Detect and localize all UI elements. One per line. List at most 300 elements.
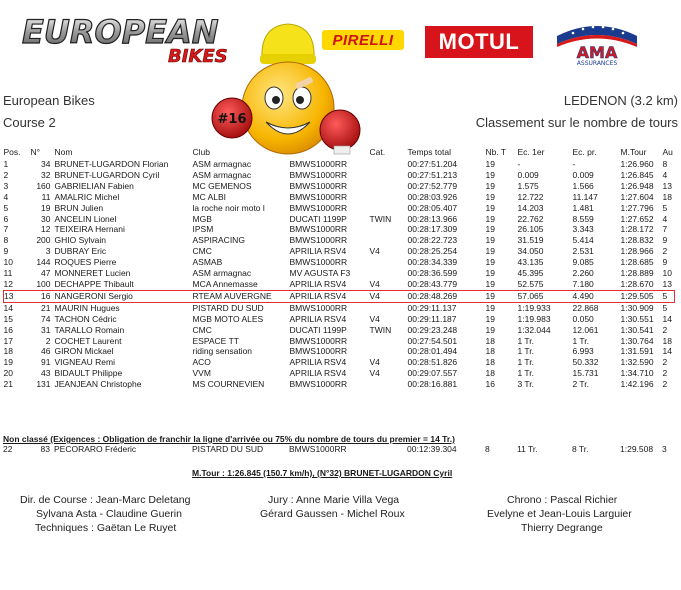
cell-gap-first: 1:19.983 <box>517 313 551 324</box>
table-row <box>4 346 675 357</box>
cell-best-lap: 1:27.652 <box>620 213 654 224</box>
col-gap-prev: Ec. pr. <box>572 147 597 157</box>
cell-bike: APRILIA RSV4 <box>289 278 347 289</box>
cell-bike: MV AGUSTA F3 <box>289 268 351 279</box>
cell-best-lap: 1:29.508 <box>620 443 654 454</box>
cell-au: 2 <box>662 357 668 368</box>
cell-name: VIGNEAU Remi <box>54 357 115 368</box>
cell-gap-prev: 9.085 <box>572 257 594 268</box>
cell-number: 160 <box>36 180 51 191</box>
cell-total-time: 00:28:13.966 <box>407 213 458 224</box>
badge-number: #16 <box>217 112 247 127</box>
cell-best-lap: 1:26.960 <box>620 159 654 169</box>
cell-gap-prev: 11.147 <box>572 191 598 202</box>
cell-laps: 19 <box>485 202 495 213</box>
cell-club: ASM armagnac <box>192 169 252 180</box>
cell-number: 16 <box>31 290 55 302</box>
cell-au: 3 <box>662 443 667 454</box>
cell-pos: 21 <box>3 379 13 390</box>
cell-bike: APRILIA RSV4 <box>290 290 370 302</box>
cell-cat: V4 <box>369 278 380 289</box>
cell-name: MONNERET Lucien <box>54 268 131 279</box>
cell-name: TARALLO Romain <box>54 324 125 335</box>
cell-gap-prev: 22.868 <box>572 302 599 313</box>
cell-number: 3 <box>45 246 51 257</box>
cell-best-lap: 1:31.591 <box>620 346 654 357</box>
cell-bike: BMWS1000RR <box>289 159 348 169</box>
cell-cat <box>370 302 408 313</box>
table-row <box>4 268 675 279</box>
cell-laps: 19 <box>485 191 495 202</box>
cell-bike: BMWS1000RR <box>289 180 348 191</box>
cell-cat <box>370 379 408 390</box>
cell-name: NANGERONI Sergio <box>55 290 193 302</box>
cell-best-lap: 1:32.590 <box>620 357 654 368</box>
cell-au: 18 <box>662 191 672 202</box>
cell-pos: 1 <box>3 159 9 169</box>
cell-club: MGB MOTO ALES <box>192 313 264 324</box>
cell-gap-prev: 1 Tr. <box>572 335 590 346</box>
cell-name: DECHAPPE Thibault <box>54 278 134 289</box>
col-laps: Nb. T <box>485 147 507 157</box>
cell-gap-first: 57.065 <box>518 290 573 302</box>
cell-name: ANCELIN Lionel <box>54 213 117 224</box>
cell-gap-prev: 2.531 <box>572 246 594 257</box>
cell-best-lap: 1:28.685 <box>620 257 654 268</box>
cell-gap-prev: 50.332 <box>572 357 599 368</box>
cell-bike: BMWS1000RR <box>289 191 348 202</box>
cell-cat <box>370 268 408 279</box>
cell-number: 30 <box>41 213 51 224</box>
table-row <box>4 279 675 290</box>
cell-au: 2 <box>662 246 668 257</box>
cell-bike: BMWS1000RR <box>289 169 348 180</box>
cell-gap-prev: 12.061 <box>572 324 599 335</box>
col-au: Au <box>662 147 673 157</box>
cell-laps: 19 <box>485 257 495 268</box>
cell-cat <box>370 203 408 214</box>
non-classe-body <box>3 443 674 454</box>
cell-au: 4 <box>662 169 668 180</box>
cell-gap-prev: 6.993 <box>572 346 594 357</box>
chrono-team-2: Thierry Degrange <box>521 522 603 534</box>
cell-club: MGB <box>192 213 212 224</box>
cell-gap-first: 1 Tr. <box>517 368 535 379</box>
cell-name: GHIO Sylvain <box>54 235 106 246</box>
cell-au: 9 <box>662 257 668 268</box>
table-row <box>3 443 674 454</box>
cell-pos: 8 <box>3 235 9 246</box>
cell-bike: BMWS1000RR <box>289 224 348 235</box>
ama-sub-text: ASSURANCES <box>576 60 618 66</box>
cell-bike: BMWS1000RR <box>289 346 348 357</box>
cell-name: ROQUES Pierre <box>54 257 117 268</box>
col-cat: Cat. <box>369 147 386 157</box>
cell-au: 7 <box>662 224 668 235</box>
cell-pos: 4 <box>3 191 9 202</box>
cell-gap-first: - <box>517 159 521 169</box>
cell-total-time: 00:28:01.494 <box>407 346 458 357</box>
cell-total-time: 00:28:36.599 <box>407 268 458 279</box>
cell-number: 74 <box>41 313 51 324</box>
cell-bike: BMWS1000RR <box>289 235 348 246</box>
chrono-chief: Chrono : Pascal Richier <box>507 494 618 506</box>
cell-total-time: 00:28:17.309 <box>407 224 458 235</box>
table-row <box>4 214 675 225</box>
table-row <box>4 290 675 302</box>
cell-gap-first: 3 Tr. <box>517 379 535 390</box>
results-table <box>3 145 675 390</box>
cell-best-lap: 1:26.845 <box>620 169 654 180</box>
ranking-mode: Classement sur le nombre de tours <box>475 115 678 130</box>
cell-number: 100 <box>36 278 51 289</box>
col-name: Nom <box>54 147 73 157</box>
cell-laps: 19 <box>485 268 495 279</box>
cell-laps: 19 <box>485 159 495 169</box>
cell-best-lap: 1:26.948 <box>620 180 654 191</box>
cell-pos: 22 <box>3 443 13 454</box>
cell-cat <box>370 159 408 170</box>
non-classe-table <box>3 443 674 454</box>
race-director-assistants: Sylvana Asta - Claudine Guerin <box>36 508 182 520</box>
cell-cat: V4 <box>369 357 380 368</box>
cell-club: IPSM <box>192 224 214 235</box>
cell-gap-first: 43.135 <box>517 257 544 268</box>
cell-pos: 19 <box>3 357 13 368</box>
cell-gap-first: 1:32.044 <box>517 324 551 335</box>
cell-gap-first: 45.395 <box>517 268 544 279</box>
cell-bike: APRILIA RSV4 <box>289 368 347 379</box>
cell-gap-first: 31.519 <box>517 235 544 246</box>
motul-logo: MOTUL <box>425 26 533 58</box>
logo-european-text: EUROPEAN <box>22 13 219 51</box>
cell-au: 2 <box>662 368 668 379</box>
cell-pos: 14 <box>3 302 13 313</box>
cell-au: 18 <box>662 335 672 346</box>
cell-number: 31 <box>41 324 51 335</box>
cell-gap-prev: 1.566 <box>572 180 594 191</box>
cell-pos: 13 <box>4 290 31 302</box>
cell-gap-prev: 2 Tr. <box>572 379 590 390</box>
cell-number: 32 <box>41 169 51 180</box>
cell-gap-first: 0.009 <box>517 169 539 180</box>
cell-gap-first: 26.105 <box>517 224 544 235</box>
cell-club: ASPIRACING <box>192 235 245 246</box>
cell-au: 2 <box>662 324 668 335</box>
cell-club: MCA Annemasse <box>192 278 258 289</box>
cell-name: GIRON Mickael <box>54 346 114 357</box>
cell-laps: 19 <box>485 313 495 324</box>
cell-gap-first: 34.050 <box>517 246 544 257</box>
cell-gap-first: 11 Tr. <box>517 443 538 454</box>
cell-name: BRUNET-LUGARDON Cyril <box>54 169 160 180</box>
cell-best-lap: 1:30.551 <box>620 313 654 324</box>
cell-name: BIDAULT Philippe <box>54 368 123 379</box>
cell-gap-prev: 5.414 <box>572 235 594 246</box>
cell-cat <box>370 192 408 203</box>
cell-bike: BMWS1000RR <box>289 443 347 454</box>
cell-number: 43 <box>41 368 51 379</box>
cell-au: 5 <box>662 202 668 213</box>
cell-club: MC ALBI <box>192 191 227 202</box>
cell-cat <box>370 235 408 246</box>
cell-gap-first: 12.722 <box>517 191 544 202</box>
cell-name: GABRIELIAN Fabien <box>54 180 134 191</box>
cell-number: 34 <box>41 159 51 169</box>
race-name: Course 2 <box>3 115 56 130</box>
cell-name: BRUN Julien <box>54 202 104 213</box>
cell-club: PISTARD DU SUD <box>192 302 264 313</box>
cell-laps: 19 <box>485 224 495 235</box>
cell-name: AMALRIC Michel <box>54 191 120 202</box>
cell-pos: 17 <box>3 335 13 346</box>
cell-laps: 19 <box>485 235 495 246</box>
cell-laps: 19 <box>485 180 495 191</box>
logo-bikes-text: BIKES <box>168 46 228 66</box>
race-director: Dir. de Course : Jean-Marc Deletang <box>20 494 191 506</box>
cell-au: 2 <box>662 379 668 390</box>
col-best-lap: M.Tour <box>620 147 647 157</box>
cell-club: VVM <box>192 368 211 379</box>
cell-gap-prev: 1.481 <box>572 202 594 213</box>
cell-total-time: 00:27:51.213 <box>407 169 458 180</box>
cell-gap-prev: 0.009 <box>572 169 594 180</box>
cell-total-time: 00:27:52.779 <box>407 180 458 191</box>
cell-laps: 19 <box>485 302 495 313</box>
cell-au: 4 <box>662 213 668 224</box>
cell-number: 200 <box>36 235 51 246</box>
cell-pos: 11 <box>3 268 13 279</box>
cell-pos: 12 <box>3 278 13 289</box>
col-total-time: Temps total <box>407 147 451 157</box>
cell-au: 14 <box>662 346 672 357</box>
cell-club: PISTARD DU SUD <box>192 443 264 454</box>
cell-total-time: 00:28:25.254 <box>407 246 458 257</box>
cell-au: 13 <box>662 278 672 289</box>
cell-total-time: 00:29:23.248 <box>407 324 458 335</box>
cell-au: 9 <box>662 235 668 246</box>
cell-club: ASM armagnac <box>192 268 252 279</box>
cell-au: 14 <box>662 313 672 324</box>
cell-gap-prev: 4.490 <box>573 290 621 302</box>
cell-best-lap: 1:42.196 <box>620 379 654 390</box>
cell-pos: 3 <box>3 180 9 191</box>
cell-number: 19 <box>41 202 51 213</box>
cell-gap-first: 1:19.933 <box>517 302 551 313</box>
cell-gap-prev: - <box>572 159 576 169</box>
cell-au: 8 <box>662 159 668 169</box>
cell-best-lap: 1:28.966 <box>620 246 654 257</box>
event-title: European Bikes <box>3 93 95 108</box>
cell-cat: TWIN <box>369 213 392 224</box>
cell-gap-prev: 15.731 <box>572 368 599 379</box>
cell-best-lap: 1:28.670 <box>620 278 654 289</box>
cell-cat <box>370 346 408 357</box>
non-classe-title: Non classé (Exigences : Obligation de franchir la ligne d'arrivée ou 75% du nombre de tours du premier = 14 Tr.) <box>3 434 455 444</box>
cell-cat: V4 <box>369 368 380 379</box>
jury-members: Gérard Gaussen - Michel Roux <box>260 508 405 520</box>
table-row <box>4 379 675 390</box>
cell-laps: 19 <box>485 324 495 335</box>
table-row <box>4 314 675 325</box>
cell-bike: APRILIA RSV4 <box>289 246 347 257</box>
cell-pos: 10 <box>3 257 13 268</box>
cell-bike: BMWS1000RR <box>289 202 348 213</box>
cell-name: JEANJEAN Christophe <box>54 379 142 390</box>
cell-gap-first: 1 Tr. <box>517 357 535 368</box>
cell-gap-first: 1 Tr. <box>517 335 535 346</box>
cell-bike: BMWS1000RR <box>289 257 348 268</box>
cell-total-time: 00:28:05.407 <box>407 202 458 213</box>
table-row <box>4 257 675 268</box>
cell-name: COCHET Laurent <box>54 335 122 346</box>
cell-gap-first: 14.203 <box>517 202 544 213</box>
cell-bike: BMWS1000RR <box>289 302 348 313</box>
ama-text: AMA <box>576 43 618 62</box>
cell-number: 91 <box>41 357 51 368</box>
cell-total-time: 00:28:34.339 <box>407 257 458 268</box>
cell-number: 11 <box>41 191 51 202</box>
cell-laps: 19 <box>485 169 495 180</box>
table-row <box>4 246 675 257</box>
cell-gap-first: 22.762 <box>517 213 544 224</box>
cell-gap-first: 1 Tr. <box>517 346 535 357</box>
table-row <box>4 170 675 181</box>
cell-best-lap: 1:28.889 <box>620 268 654 279</box>
cell-bike: BMWS1000RR <box>289 335 348 346</box>
cell-name: BRUNET-LUGARDON Florian <box>54 159 169 169</box>
cell-au: 13 <box>662 180 672 191</box>
table-row <box>4 357 675 368</box>
results-body <box>4 159 675 390</box>
technical-officials: Techniques : Gaëtan Le Ruyet <box>35 522 177 534</box>
table-row <box>4 159 675 170</box>
cell-number: 144 <box>36 257 51 268</box>
cell-club: MS COURNEVIEN <box>192 379 265 390</box>
cell-laps: 19 <box>485 213 495 224</box>
cell-pos: 5 <box>3 202 9 213</box>
cell-bike: DUCATI 1199P <box>289 213 347 224</box>
cell-best-lap: 1:28.832 <box>620 235 654 246</box>
col-bike <box>290 145 370 159</box>
cell-best-lap: 1:27.796 <box>620 202 654 213</box>
cell-name: DUBRAY Eric <box>54 246 107 257</box>
cell-club: ASMAB <box>192 257 223 268</box>
cell-total-time: 00:29:11.137 <box>407 302 457 313</box>
cell-pos: 9 <box>3 246 9 257</box>
cell-best-lap: 1:29.505 <box>621 290 663 302</box>
cell-club: CMC <box>192 246 212 257</box>
cell-pos: 20 <box>3 368 13 379</box>
cell-gap-prev: 3.343 <box>572 224 594 235</box>
circuit-name: LEDENON (3.2 km) <box>563 93 678 108</box>
cell-laps: 18 <box>485 346 495 357</box>
cell-pos: 16 <box>3 324 13 335</box>
cell-number: 2 <box>45 335 51 346</box>
cell-number: 46 <box>41 346 51 357</box>
cell-cat: V4 <box>369 313 380 324</box>
cell-laps: 18 <box>485 335 495 346</box>
cell-best-lap: 1:27.604 <box>620 191 654 202</box>
cell-club: riding sensation <box>192 346 253 357</box>
cell-total-time: 00:28:43.779 <box>407 278 458 289</box>
table-row <box>4 325 675 336</box>
col-gap-first: Ec. 1er <box>517 147 545 157</box>
cell-gap-prev: 8.559 <box>572 213 594 224</box>
cell-cat <box>369 443 407 454</box>
cell-total-time: 00:12:39.304 <box>407 443 457 454</box>
cell-cat: V4 <box>369 246 380 257</box>
pirelli-logo: PIRELLI <box>322 30 404 50</box>
cell-number: 83 <box>40 443 50 454</box>
cell-au: 5 <box>663 290 675 302</box>
cell-best-lap: 1:30.764 <box>620 335 654 346</box>
cell-name: TEIXEIRA Hernani <box>54 224 125 235</box>
cell-laps: 8 <box>485 443 490 454</box>
cell-total-time: 00:29:11.187 <box>407 313 457 324</box>
cell-club: ASM armagnac <box>192 159 252 169</box>
cell-cat <box>370 181 408 192</box>
table-row <box>4 224 675 235</box>
cell-bike: APRILIA RSV4 <box>289 313 347 324</box>
cell-best-lap: 1:28.172 <box>620 224 654 235</box>
cell-number: 21 <box>41 302 51 313</box>
cell-total-time: 00:28:22.723 <box>407 235 458 246</box>
cell-cat: TWIN <box>369 324 392 335</box>
cell-pos: 15 <box>3 313 13 324</box>
boxer-smiley-mascot <box>200 20 365 160</box>
cell-gap-prev: 7.180 <box>572 278 594 289</box>
cell-club: ESPACE TT <box>192 335 239 346</box>
chrono-team-1: Evelyne et Jean-Louis Larguier <box>487 508 632 520</box>
cell-bike: DUCATI 1199P <box>289 324 347 335</box>
table-row <box>4 235 675 246</box>
table-row <box>4 368 675 379</box>
cell-cat <box>370 224 408 235</box>
cell-gap-prev: 8 Tr. <box>572 443 589 454</box>
results-header-row <box>4 145 675 159</box>
cell-pos: 7 <box>3 224 9 235</box>
cell-total-time: 00:28:16.881 <box>407 379 458 390</box>
table-row <box>4 181 675 192</box>
cell-laps: 19 <box>485 246 495 257</box>
cell-laps: 19 <box>486 290 518 302</box>
cell-total-time: 00:28:48.269 <box>408 290 486 302</box>
cell-au: 10 <box>662 268 672 279</box>
table-row <box>4 336 675 347</box>
cell-total-time: 00:29:07.557 <box>407 368 458 379</box>
cell-laps: 19 <box>485 278 495 289</box>
cell-number: 131 <box>36 379 51 390</box>
cell-club: RTEAM AUVERGNE <box>193 290 290 302</box>
cell-gap-prev: 2.260 <box>572 268 594 279</box>
cell-laps: 16 <box>485 379 495 390</box>
cell-best-lap: 1:30.541 <box>620 324 654 335</box>
cell-bike: APRILIA RSV4 <box>289 357 347 368</box>
table-row <box>4 192 675 203</box>
cell-total-time: 00:27:51.204 <box>407 159 458 169</box>
col-club: Club <box>192 147 210 157</box>
cell-bike: BMWS1000RR <box>289 379 348 390</box>
cell-club: CMC <box>192 324 212 335</box>
cell-au: 5 <box>662 302 668 313</box>
cell-number: 12 <box>41 224 51 235</box>
cell-laps: 18 <box>485 357 495 368</box>
cell-gap-first: 52.575 <box>517 278 544 289</box>
cell-club: MC GEMENOS <box>192 180 252 191</box>
cell-total-time: 00:28:51.826 <box>407 357 458 368</box>
cell-pos: 18 <box>3 346 13 357</box>
